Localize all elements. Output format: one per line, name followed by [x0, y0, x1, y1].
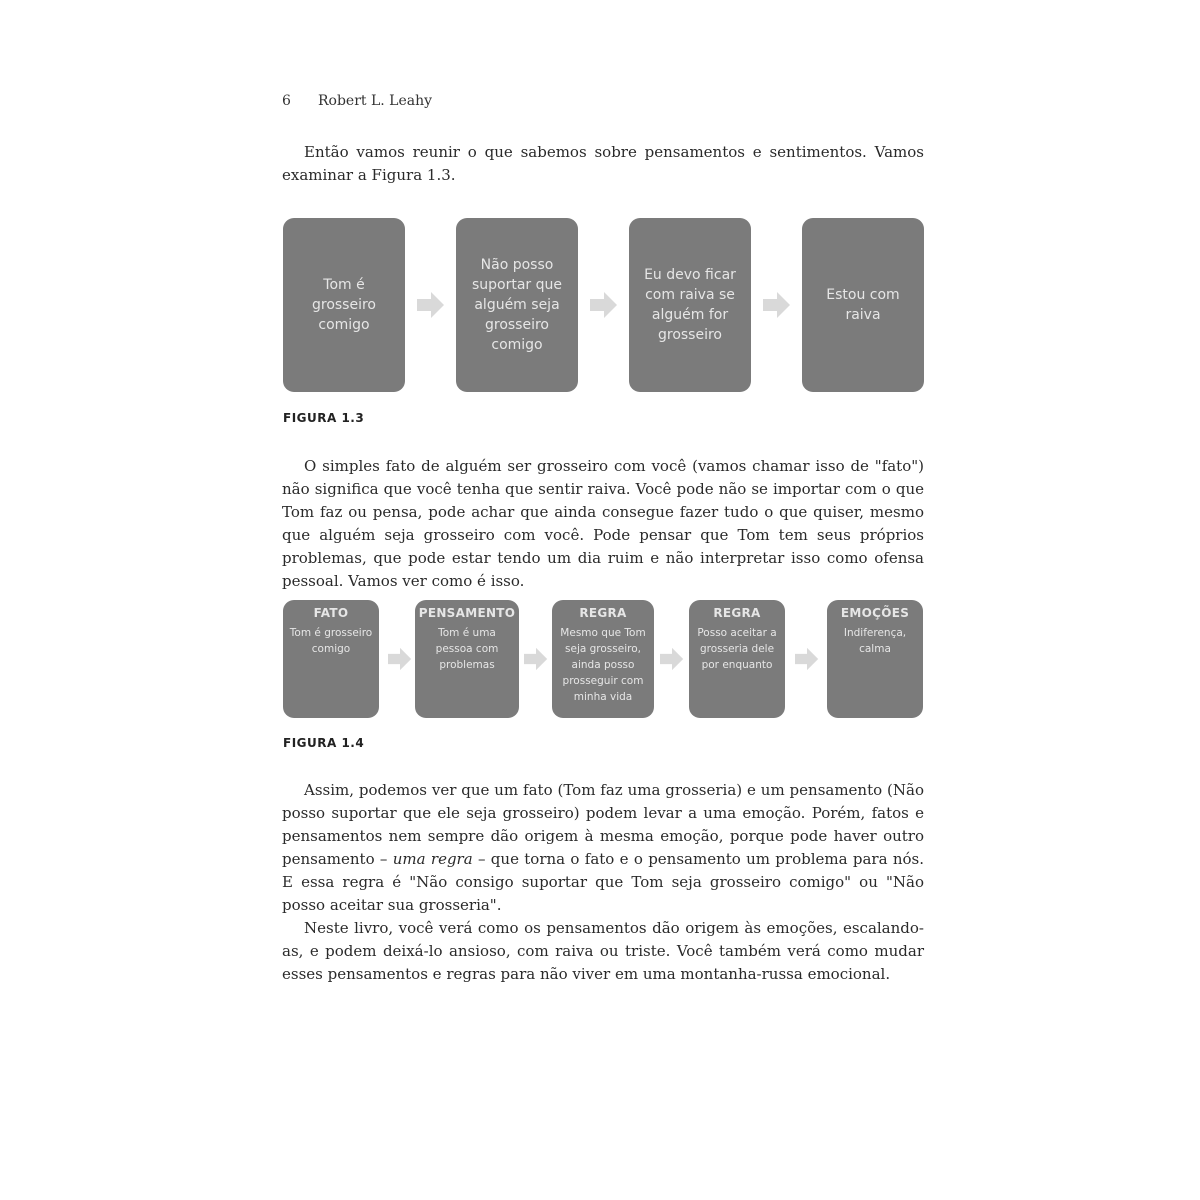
page-number: 6 — [282, 93, 291, 109]
fig14-box-pensamento — [415, 600, 519, 718]
fig13-box-emotion: Estou com raiva — [802, 218, 924, 392]
body-paragraph-3: Assim, podemos ver que um fato (Tom faz uma grosseria) e um pensamento (Não posso suportar que ele seja grosseiro) podem levar a uma emoção. Porém, fatos e pensamentos nem sempre dão origem à mesma emoção, porque pode haver outro pensamento – uma regra – que torna o fato e o pensamento um problema para nós. E essa regra é "Não consigo suportar que Tom seja grosseiro comigo" ou "Não posso aceitar sua grosseria". — [282, 781, 925, 914]
arrow-right-icon — [795, 647, 819, 671]
box-heading: PENSAMENTO — [418, 606, 516, 620]
fig13-box-rule: Eu devo ficar com raiva se alguém for grosseiro — [629, 218, 751, 392]
figure-1-3-caption: FIGURA 1.3 — [283, 411, 365, 425]
fig14-box-emocoes — [827, 600, 923, 718]
arrow-right-icon — [763, 291, 791, 319]
box-heading: REGRA — [579, 606, 627, 620]
fig14-box-regra-2 — [689, 600, 785, 718]
running-head — [282, 93, 432, 109]
arrow-right-icon — [590, 291, 618, 319]
box-text: Tom é uma pessoa com problemas — [435, 627, 499, 671]
box-text: Mesmo que Tom seja grosseiro, ainda posso prosseguir com minha vida — [560, 627, 646, 703]
box-heading: FATO — [313, 606, 349, 620]
arrow-right-icon — [417, 291, 445, 319]
box-heading: REGRA — [713, 606, 761, 620]
box-text: Posso aceitar a grosseria dele por enquanto — [697, 627, 777, 671]
fig14-box-fato — [283, 600, 379, 718]
box-heading: EMOÇÕES — [840, 606, 910, 620]
intro-paragraph: Então vamos reunir o que sabemos sobre pensamentos e sentimentos. Vamos examinar a Figura 1.3. — [282, 143, 924, 184]
box-text: Tom é grosseiro comigo — [289, 627, 373, 655]
fig13-box-thought: Não posso suportar que alguém seja grosseiro comigo — [456, 218, 578, 392]
arrow-right-icon — [660, 647, 684, 671]
fig14-box-regra-1 — [552, 600, 654, 718]
body-paragraph-4: Neste livro, você verá como os pensamentos dão origem às emoções, escalando-as, e podem deixá-lo ansioso, com raiva ou triste. Você também verá como mudar esses pensamentos e regras para não viver em uma montanha-russa emocional. — [282, 919, 924, 983]
arrow-right-icon — [388, 647, 412, 671]
fig13-box-fact: Tom é grosseiro comigo — [283, 218, 405, 392]
author-name: Robert L. Leahy — [318, 93, 433, 109]
figure-1-4-caption: FIGURA 1.4 — [283, 736, 365, 750]
body-paragraph-2: O simples fato de alguém ser grosseiro com você (vamos chamar isso de "fato") não significa que você tenha que sentir raiva. Você pode não se importar com o que Tom faz ou pensa, pode achar que ainda consegue fazer tudo o que quiser, mesmo que alguém seja grosseiro com você. Pode pensar que Tom tem seus próprios problemas, que pode estar tendo um dia ruim e não interpretar isso como ofensa pessoal. Vamos ver como é isso. — [282, 457, 924, 590]
arrow-right-icon — [524, 647, 548, 671]
emphasis-text: uma regra — [392, 850, 473, 868]
box-text: Indiferença, calma — [843, 627, 907, 655]
